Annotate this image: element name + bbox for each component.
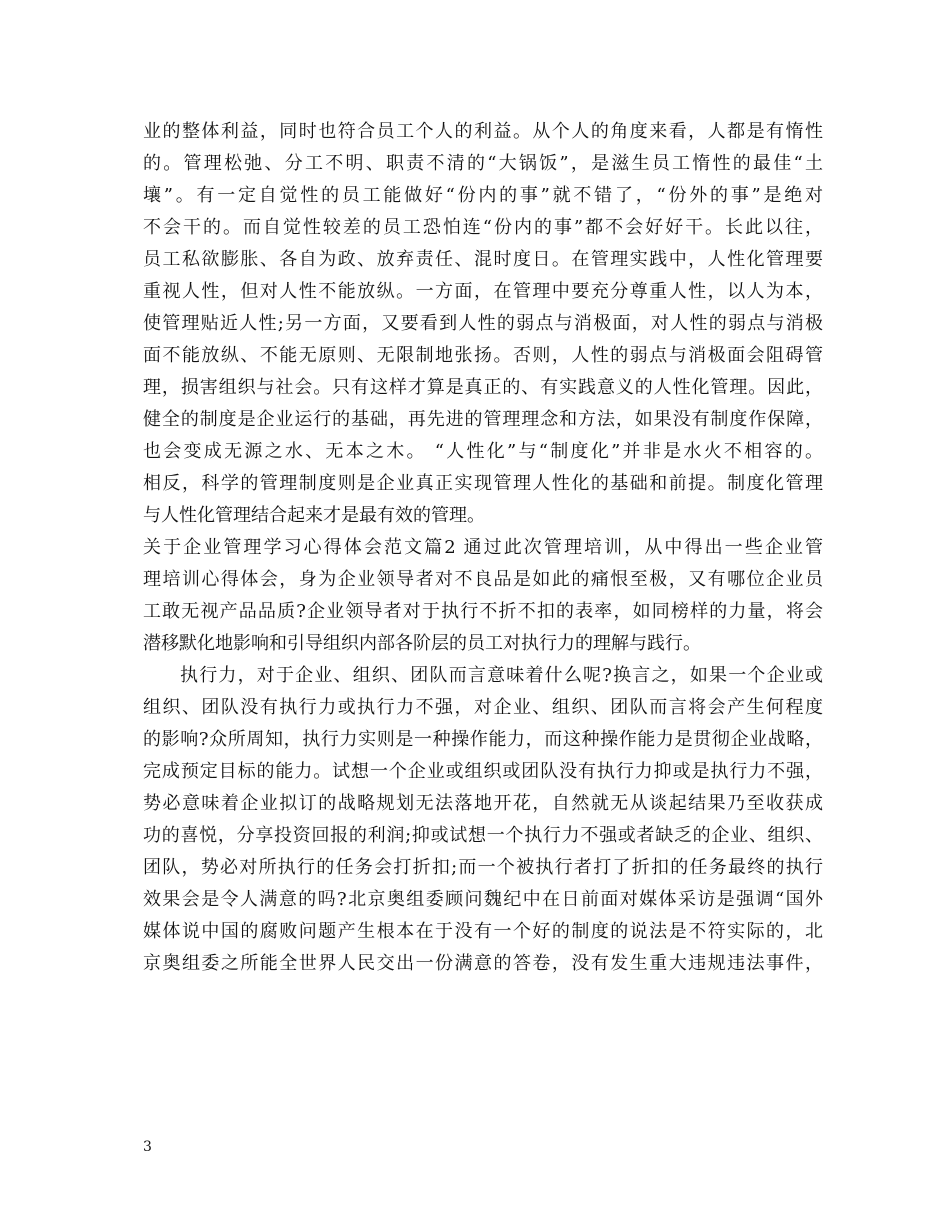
page-number: 3 [143, 1139, 152, 1155]
text-line: 完成预定目标的能力。试想一个企业或组织或团队没有执行力抑或是执行力不强， [143, 761, 823, 782]
text-line: 的。管理松弛、分工不明、职责不清的“大锅饭”，是滋生员工惰性的最佳“土 [143, 153, 823, 174]
paragraph-first-line: 执行力，对于企业、组织、团队而言意味着什么呢?换言之，如果一个企业或 [180, 665, 823, 686]
text-line: 工敢无视产品品质?企业领导者对于执行不折不扣的表率，如同榜样的力量，将会 [143, 601, 823, 622]
text-line: 势必意味着企业拟订的战略规划无法落地开花，自然就无从谈起结果乃至收获成 [143, 793, 823, 814]
text-line: 理培训心得体会，身为企业领导者对不良品是如此的痛恨至极，又有哪位企业员 [143, 569, 823, 590]
text-line: 面不能放纵、不能无原则、无限制地张扬。否则，人性的弱点与消极面会阻碍管 [143, 345, 823, 366]
text-line: 与人性化管理结合起来才是最有效的管理。 [143, 505, 485, 526]
text-line: 团队，势必对所执行的任务会打折扣;而一个被执行者打了折扣的任务最终的执行 [143, 857, 823, 878]
text-line: 壤”。有一定自觉性的员工能做好“份内的事”就不错了，“份外的事”是绝对 [143, 185, 823, 206]
text-line: 潜移默化地影响和引导组织内部各阶层的员工对执行力的理解与践行。 [143, 633, 701, 654]
text-line: 员工私欲膨胀、各自为政、放弃责任、混时度日。在管理实践中，人性化管理要 [143, 249, 823, 270]
text-line: 组织、团队没有执行力或执行力不强，对企业、组织、团队而言将会产生何程度 [143, 697, 823, 718]
text-line: 相反，科学的管理制度则是企业真正实现管理人性化的基础和前提。制度化管理 [143, 473, 823, 494]
text-line: 功的喜悦，分享投资回报的利润;抑或试想一个执行力不强或者缺乏的企业、组织、 [143, 825, 823, 846]
text-line: 不会干的。而自觉性较差的员工恐怕连“份内的事”都不会好好干。长此以往， [143, 217, 823, 238]
text-line: 业的整体利益，同时也符合员工个人的利益。从个人的角度来看，人都是有惰性 [143, 121, 823, 142]
text-line: 重视人性，但对人性不能放纵。一方面，在管理中要充分尊重人性，以人为本， [143, 281, 823, 302]
body-text [143, 116, 823, 980]
text-line: 效果会是令人满意的吗?北京奥组委顾问魏纪中在日前面对媒体采访是强调“国外 [143, 889, 823, 910]
text-line: 理，损害组织与社会。只有这样才算是真正的、有实践意义的人性化管理。因此， [143, 377, 823, 398]
text-line: 使管理贴近人性;另一方面，又要看到人性的弱点与消极面，对人性的弱点与消极 [143, 313, 823, 334]
text-line: 健全的制度是企业运行的基础，再先进的管理理念和方法，如果没有制度作保障， [143, 409, 823, 430]
text-line: 也会变成无源之水、无本之木。 “人性化”与“制度化”并非是水火不相容的。 [143, 441, 823, 462]
section-heading-line: 关于企业管理学习心得体会范文篇2 通过此次管理培训，从中得出一些企业管 [143, 537, 823, 558]
text-line: 媒体说中国的腐败问题产生根本在于没有一个好的制度的说法是不符实际的，北 [143, 921, 823, 942]
text-line: 的影响?众所周知，执行力实则是一种操作能力，而这种操作能力是贯彻企业战略， [143, 729, 823, 750]
text-line: 京奥组委之所能全世界人民交出一份满意的答卷，没有发生重大违规违法事件， [143, 953, 823, 974]
